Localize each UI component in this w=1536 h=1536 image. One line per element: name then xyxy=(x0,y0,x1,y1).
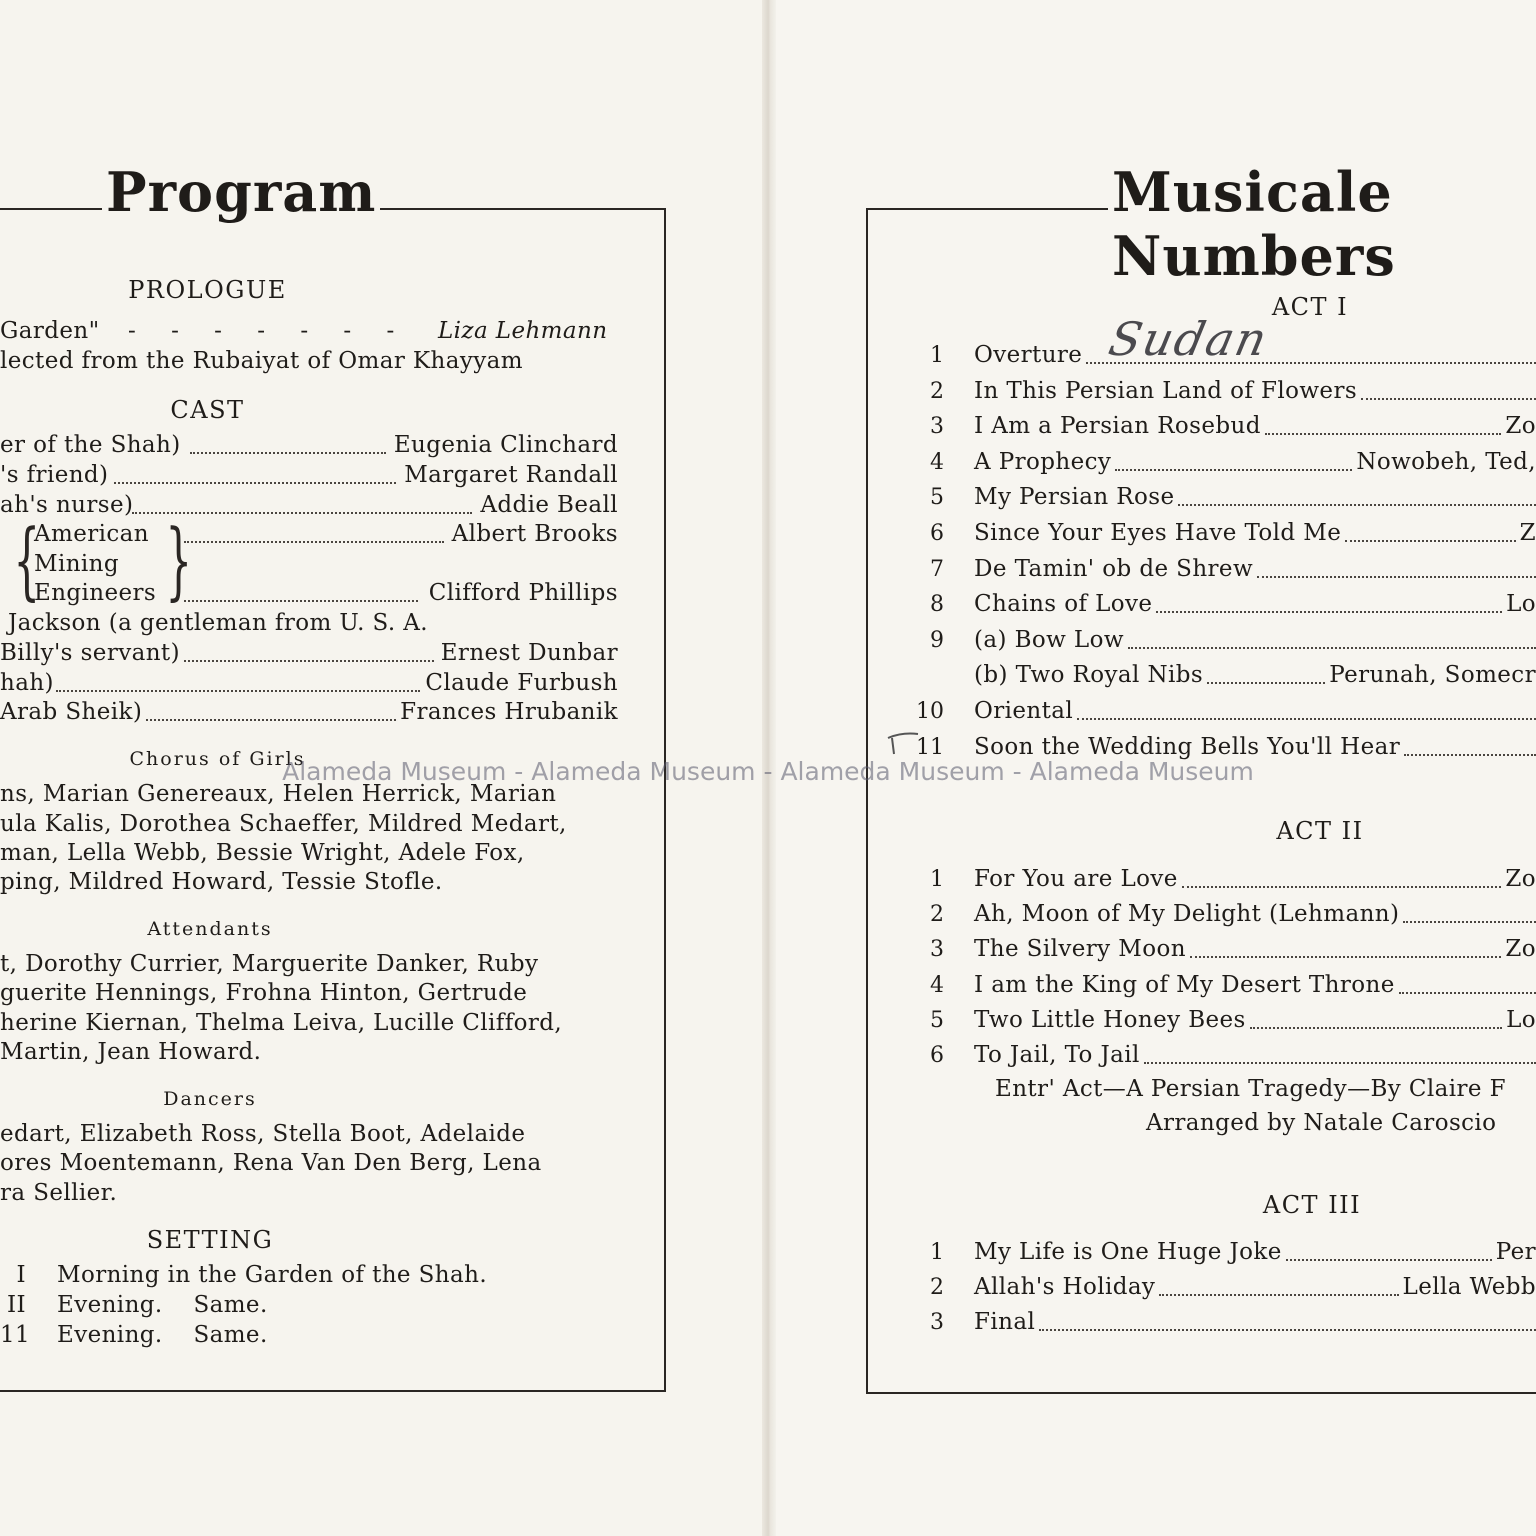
number-title: My Life is One Huge Joke xyxy=(974,1239,1282,1265)
number-credit: Zo xyxy=(1505,866,1536,892)
cast-role: ah's nurse) xyxy=(0,492,134,518)
number-index: 8 xyxy=(930,592,944,618)
cast-title: CAST xyxy=(170,396,245,424)
cast-role: Billy's servant) xyxy=(0,640,180,666)
number-title: To Jail, To Jail xyxy=(974,1042,1140,1068)
dot-leader xyxy=(1039,1329,1536,1331)
number-title: Soon the Wedding Bells You'll Hear xyxy=(974,733,1401,760)
number-title: I am the King of My Desert Throne xyxy=(974,971,1395,998)
number-index: 1 xyxy=(930,1240,944,1265)
entr-act-note: Entr' Act—A Persian Tragedy—By Claire F xyxy=(995,1076,1506,1102)
program-heading: Program xyxy=(106,160,377,224)
chorus-line: ns, Marian Genereaux, Helen Herrick, Marian xyxy=(0,781,557,807)
dot-leader xyxy=(1156,611,1502,613)
number-index: 4 xyxy=(930,972,944,998)
cast-actor: Claude Furbush xyxy=(425,670,618,696)
chorus-title: Chorus of Girls xyxy=(129,748,306,770)
attendants-line: Martin, Jean Howard. xyxy=(0,1039,262,1065)
prologue-title: PROLOGUE xyxy=(128,276,287,304)
number-index: 10 xyxy=(916,699,944,724)
attendants-line: t, Dorothy Currier, Marguerite Danker, Ruby xyxy=(0,951,539,977)
number-title: In This Persian Land of Flowers xyxy=(974,377,1358,404)
number-title: De Tamin' ob de Shrew xyxy=(974,555,1254,582)
number-credit: Lella Webb xyxy=(1402,1274,1536,1301)
cast-actor: Clifford Phillips xyxy=(428,580,618,606)
dot-leader xyxy=(1399,992,1536,994)
number-title: (b) Two Royal Nibs xyxy=(974,662,1204,689)
number-index: 2 xyxy=(930,1275,944,1301)
number-title: Final xyxy=(974,1309,1036,1336)
cast-leader xyxy=(184,600,418,602)
brace-word: Engineers xyxy=(34,580,157,606)
setting-text: Evening. Same. xyxy=(57,1322,268,1348)
number-index: 9 xyxy=(930,627,944,653)
act1-title: ACT I xyxy=(1271,293,1349,321)
setting-act: 11 xyxy=(0,1322,31,1348)
cast-role: er of the Shah) xyxy=(0,432,181,458)
cast-leader xyxy=(184,541,444,543)
number-title: For You are Love xyxy=(974,866,1178,892)
dot-leader xyxy=(1265,433,1502,435)
cast-leader xyxy=(114,482,396,484)
number-index: 4 xyxy=(930,449,944,475)
arranged-by: Arranged by Natale Caroscio xyxy=(1146,1110,1497,1136)
number-title: The Silvery Moon xyxy=(974,936,1186,963)
setting-text: Morning in the Garden of the Shah. xyxy=(57,1262,488,1288)
number-title: I Am a Persian Rosebud xyxy=(974,413,1261,440)
number-credit: Zo xyxy=(1505,413,1536,440)
setting-text: Evening. Same. xyxy=(57,1292,268,1318)
left-brace: { xyxy=(13,511,41,609)
number-credit: Nowobeh, Ted, xyxy=(1356,448,1536,475)
number-credit: Per xyxy=(1495,1239,1536,1265)
dancers-line: ra Sellier. xyxy=(0,1180,118,1206)
chorus-line: ula Kalis, Dorothea Schaeffer, Mildred Medart, xyxy=(0,811,567,837)
dot-leader xyxy=(1257,576,1536,578)
prologue-song-title: Garden" xyxy=(0,318,100,344)
dot-leader xyxy=(1159,1294,1398,1296)
cast-leader xyxy=(56,690,420,692)
act3-title: ACT III xyxy=(1262,1191,1362,1219)
number-index: 7 xyxy=(930,556,944,582)
dot-leader xyxy=(1077,718,1536,720)
dot-leader xyxy=(1361,398,1536,400)
number-title: Oriental xyxy=(974,698,1074,724)
number-credit: Z xyxy=(1519,520,1536,546)
number-title: Allah's Holiday xyxy=(974,1274,1156,1301)
cast-leader xyxy=(190,452,386,454)
number-credit: Zo xyxy=(1505,936,1536,963)
dot-leader xyxy=(1115,469,1352,471)
handwritten-note: Sudan xyxy=(1104,312,1274,366)
setting-act: II xyxy=(7,1292,26,1318)
number-index: 5 xyxy=(930,485,944,511)
cast-role: Arab Sheik) xyxy=(0,699,143,725)
cast-actor: Ernest Dunbar xyxy=(440,640,618,666)
number-index: 11 xyxy=(916,734,944,760)
number-index: 5 xyxy=(930,1007,944,1033)
number-index: 3 xyxy=(930,1310,944,1336)
cast-actor: Margaret Randall xyxy=(404,462,618,488)
musicale-heading: Musicale Numbers xyxy=(1112,160,1396,288)
attendants-title: Attendants xyxy=(147,918,273,940)
setting-act: I xyxy=(16,1262,26,1288)
attendants-line: guerite Hennings, Frohna Hinton, Gertrude xyxy=(0,980,528,1006)
prologue-dashes: - - - - - - - xyxy=(128,318,409,344)
dot-leader xyxy=(1286,1259,1492,1261)
attendants-line: herine Kiernan, Thelma Leiva, Lucille Clifford, xyxy=(0,1010,563,1036)
prologue-composer: Liza Lehmann xyxy=(438,318,608,344)
number-index: 6 xyxy=(930,1043,944,1068)
chorus-line: man, Lella Webb, Bessie Wright, Adele Fox, xyxy=(0,840,525,866)
number-title: Two Little Honey Bees xyxy=(974,1006,1246,1033)
number-title: Chains of Love xyxy=(974,591,1153,618)
number-index: 2 xyxy=(930,378,944,404)
prologue-source: lected from the Rubaiyat of Omar Khayyam xyxy=(0,348,523,374)
cast-actor: Addie Beall xyxy=(480,492,618,518)
dancers-title: Dancers xyxy=(163,1088,257,1110)
act2-title: ACT II xyxy=(1276,817,1364,845)
number-title: (a) Bow Low xyxy=(974,626,1124,653)
dot-leader xyxy=(1207,682,1325,684)
number-title: My Persian Rose xyxy=(974,484,1175,511)
number-title: Since Your Eyes Have Told Me xyxy=(974,520,1342,546)
cast-role: hah) xyxy=(0,670,54,696)
dot-leader xyxy=(1250,1027,1502,1029)
dot-leader xyxy=(1403,921,1536,923)
right-brace: } xyxy=(165,511,193,609)
cast-leader xyxy=(184,660,434,662)
number-index: 1 xyxy=(930,343,944,368)
dot-leader xyxy=(1345,540,1515,542)
cast-role: 's friend) xyxy=(0,462,109,488)
cast-actor: Eugenia Clinchard xyxy=(393,432,618,458)
dot-leader xyxy=(1190,956,1501,958)
dot-leader xyxy=(1178,504,1536,506)
number-index: 6 xyxy=(930,521,944,546)
number-index: 3 xyxy=(930,937,944,963)
number-index: 3 xyxy=(930,414,944,440)
number-index: 1 xyxy=(930,867,944,892)
dancers-line: edart, Elizabeth Ross, Stella Boot, Adelaide xyxy=(0,1121,526,1147)
number-title: Overture xyxy=(974,342,1083,368)
program-heading-box xyxy=(102,160,380,224)
cast-actor: Frances Hrubanik xyxy=(400,699,618,725)
dot-leader xyxy=(1182,886,1502,888)
number-credit: Lo xyxy=(1506,591,1536,618)
watermark: Alameda Museum - Alameda Museum - Alameda Museum - Alameda Museum xyxy=(282,757,1254,786)
pencil-mark xyxy=(884,728,924,758)
brace-word: American xyxy=(34,521,149,547)
number-title: Ah, Moon of My Delight (Lehmann) xyxy=(974,901,1400,928)
setting-title: SETTING xyxy=(146,1226,274,1254)
cast-leader xyxy=(146,719,396,721)
musicale-heading-box xyxy=(1108,160,1536,288)
number-title: A Prophecy xyxy=(974,448,1112,475)
dot-leader xyxy=(1128,647,1536,649)
number-credit: Lo xyxy=(1506,1006,1536,1033)
number-credit: Perunah, Somecr xyxy=(1329,662,1536,689)
dancers-line: ores Moentemann, Rena Van Den Berg, Lena xyxy=(0,1150,542,1176)
number-index: 2 xyxy=(930,902,944,928)
brace-word: Mining xyxy=(34,551,120,577)
dot-leader xyxy=(1144,1062,1536,1064)
dot-leader xyxy=(1086,362,1536,364)
dot-leader xyxy=(1404,754,1536,756)
cast-actor: Albert Brooks xyxy=(451,521,618,547)
chorus-line: ping, Mildred Howard, Tessie Stofle. xyxy=(0,869,443,895)
cast-jackson: Jackson (a gentleman from U. S. A. xyxy=(8,610,428,636)
